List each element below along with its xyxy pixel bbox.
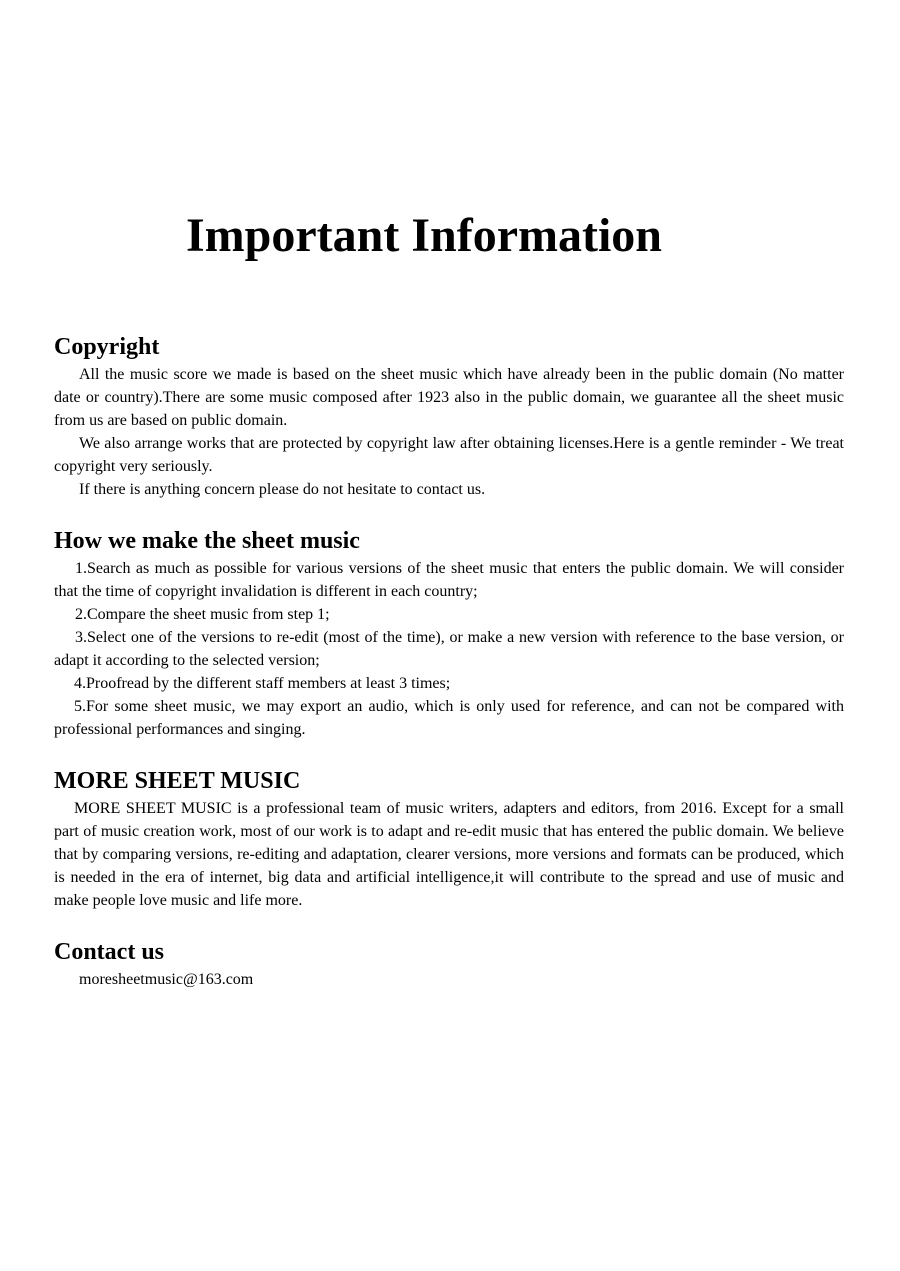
more-sheet-music-section — [54, 767, 844, 912]
more-paragraph: MORE SHEET MUSIC is a professional team of music writers, adapters and editors, from 2016. Except for a small part of music creation work, most of our work is to adapt and re-edit music that has entered the public domain. We believe that by comparing versions, re-editing and adaptation, clearer versions, more versions and formats can be produced, which is needed in the era of internet, big data and artificial intelligence,it will contribute to the spread and use of music and make people love music and life more. — [54, 800, 844, 909]
how-step: 3.Select one of the versions to re-edit (most of the time), or make a new version with reference to the base version, or adapt it according to the selected version; — [54, 629, 844, 669]
how-step: 5.For some sheet music, we may export an audio, which is only used for reference, and can not be compared with professional performances and singing. — [54, 698, 844, 738]
contact-section — [54, 938, 844, 991]
page-title: Important Information — [186, 209, 662, 262]
how-step: 1.Search as much as possible for various versions of the sheet music that enters the public domain. We will consider that the time of copyright invalidation is different in each country; — [54, 560, 844, 600]
copyright-section — [54, 333, 844, 501]
how-step: 2.Compare the sheet music from step 1; — [75, 606, 330, 623]
contact-heading: Contact us — [54, 939, 165, 965]
copyright-heading: Copyright — [54, 334, 160, 360]
copyright-paragraph: All the music score we made is based on the sheet music which have already been in the public domain (No matter date or country).There are some music composed after 1923 also in the public domain, we guarantee all the sheet music from us are based on public domain. — [54, 366, 844, 429]
how-step: 4.Proofread by the different staff members at least 3 times; — [74, 675, 451, 692]
how-heading: How we make the sheet music — [54, 528, 360, 554]
more-heading: MORE SHEET MUSIC — [54, 768, 301, 794]
contact-email: moresheetmusic@163.com — [79, 971, 254, 988]
copyright-paragraph: We also arrange works that are protected by copyright law after obtaining licenses.Here is a gentle reminder - We treat copyright very seriously. — [54, 435, 844, 475]
how-we-make-section — [54, 527, 844, 741]
copyright-paragraph: If there is anything concern please do not hesitate to contact us. — [79, 481, 486, 498]
